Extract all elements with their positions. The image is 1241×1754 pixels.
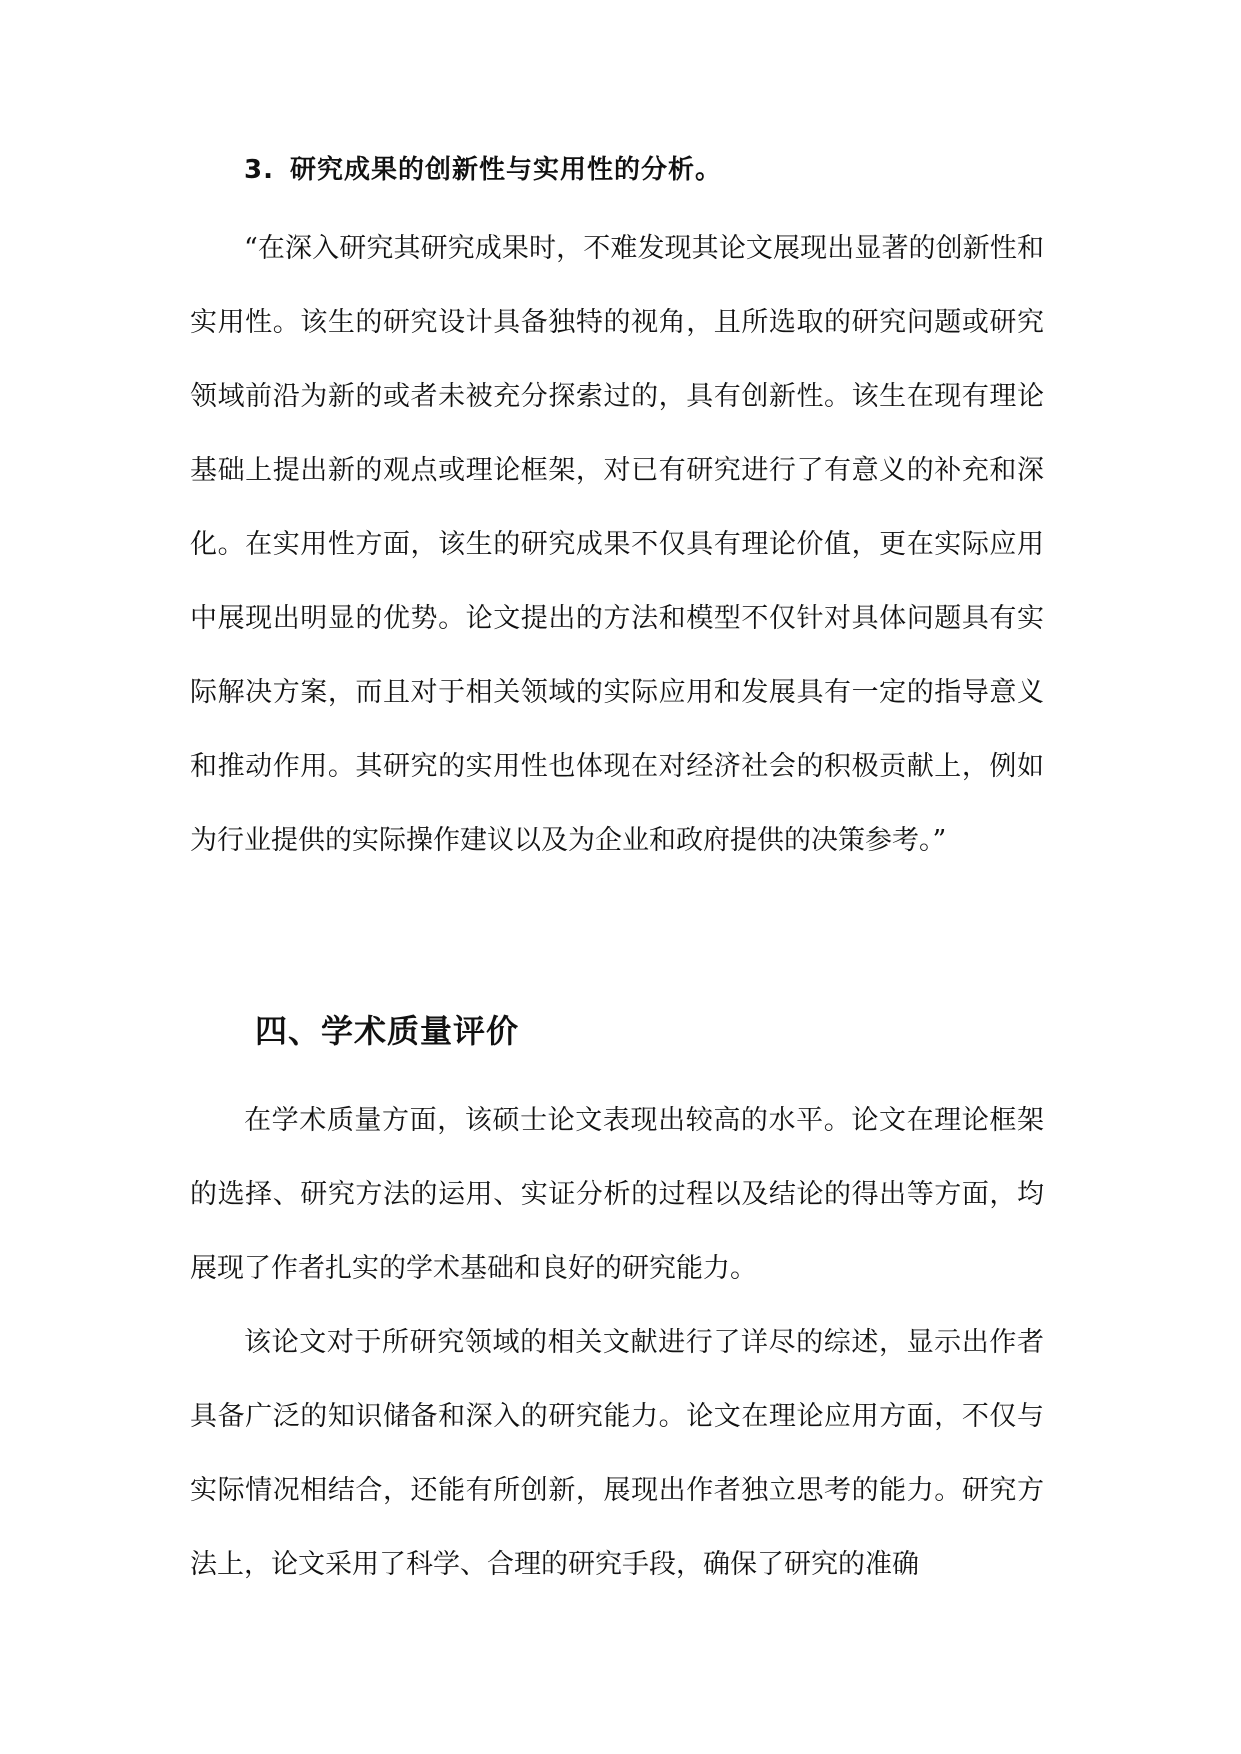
section-4-paragraph-2: 该论文对于所研究领域的相关文献进行了详尽的综述，显示出作者具备广泛的知识储备和深入的研究能力。论文在理论应用方面，不仅与实际情况相结合，还能有所创新，展现出作者独立思考的能力。研究方法上，论文采用了科学、合理的研究手段，确保了研究的准确 [190, 1327, 1044, 1580]
section-3-paragraph: “在深入研究其研究成果时，不难发现其论文展现出显著的创新性和实用性。该生的研究设计具备独特的视角，且所选取的研究问题或研究领域前沿为新的或者未被充分探索过的，具有创新性。该生在现有理论基础上提出新的观点或理论框架，对已有研究进行了有意义的补充和深化。在实用性方面，该生的研究成果不仅具有理论价值，更在实际应用中展现出明显的优势。论文提出的方法和模型不仅针对具体问题具有实际解决方案，而且对于相关领域的实际应用和发展具有一定的指导意义和推动作用。其研究的实用性也体现在对经济社会的积极贡献上，例如为行业提供的实际操作建议以及为企业和政府提供的决策参考。” [190, 233, 1044, 856]
section-3-heading [244, 150, 722, 190]
section-4-heading: 四、学术质量评价 [255, 1012, 520, 1050]
section-4-paragraph-1: 在学术质量方面，该硕士论文表现出较高的水平。论文在理论框架的选择、研究方法的运用、实证分析的过程以及结论的得出等方面，均展现了作者扎实的学术基础和良好的研究能力。 [190, 1105, 1044, 1284]
section-3-title: 研究成果的创新性与实用性的分析。 [289, 155, 722, 185]
section-3-number: 3. [244, 155, 274, 185]
